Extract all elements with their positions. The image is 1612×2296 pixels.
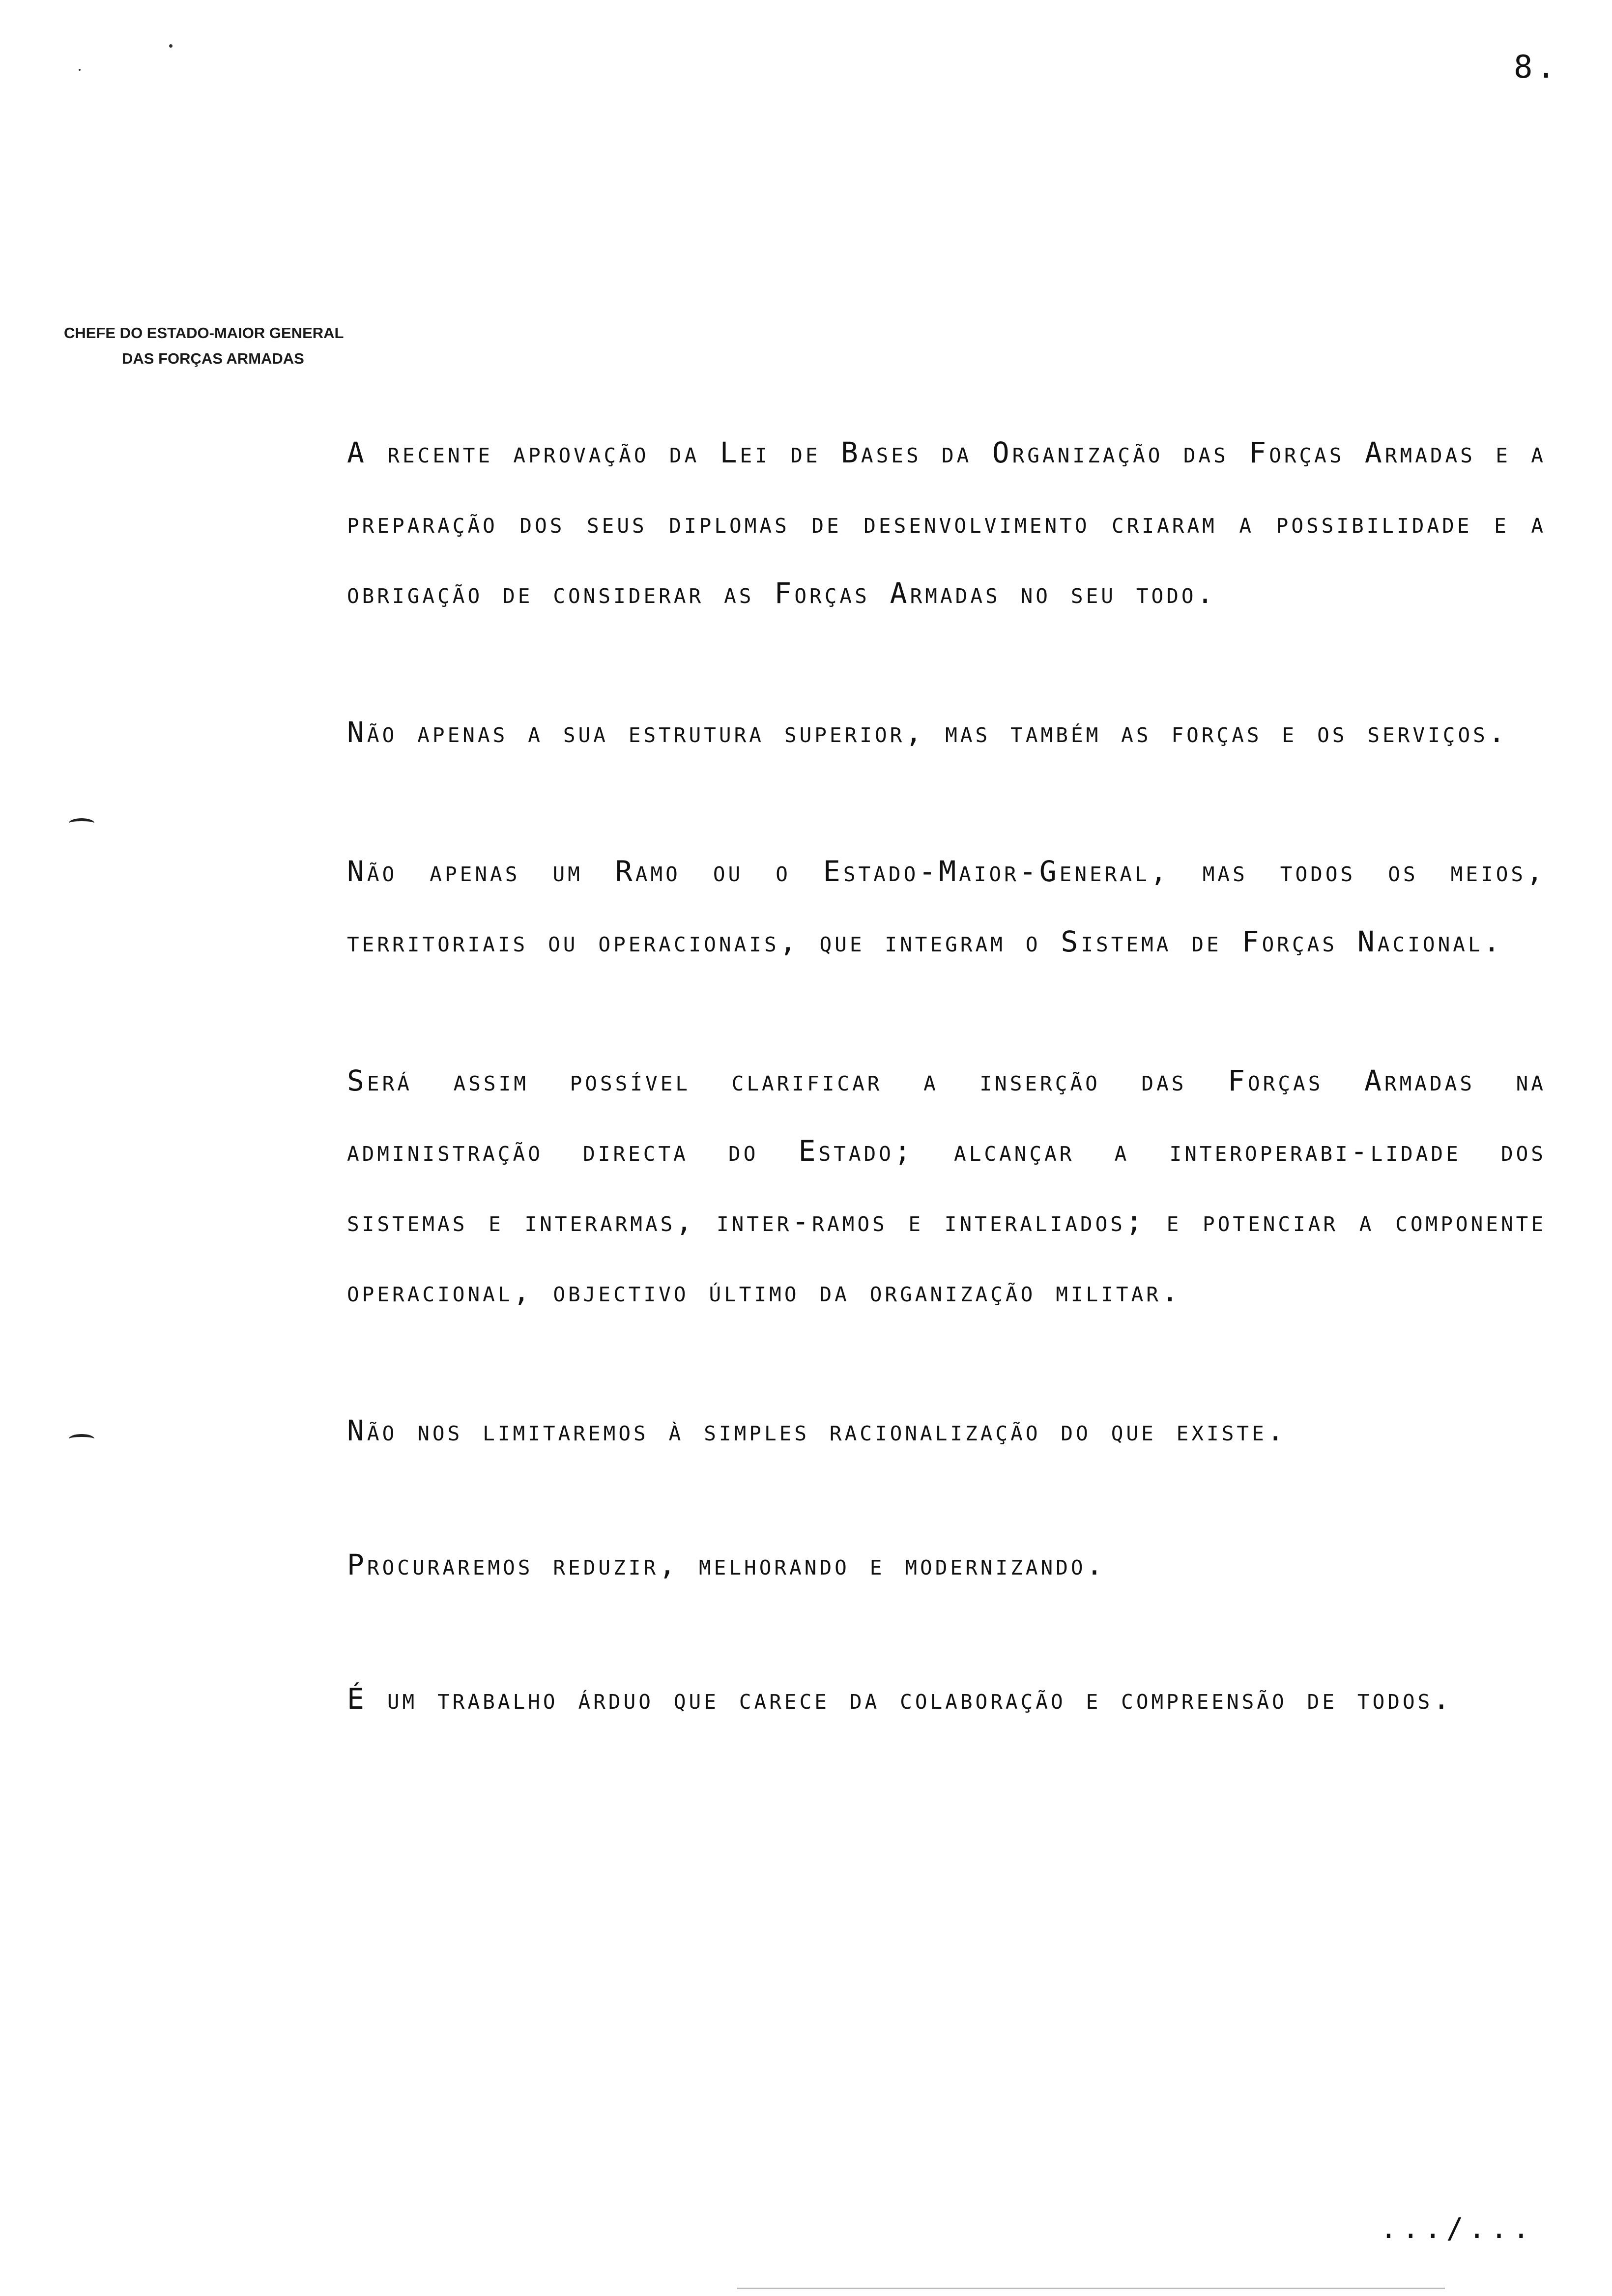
letterhead-line-1: CHEFE DO ESTADO-MAIOR GENERAL — [64, 324, 344, 342]
hole-punch-mark — [69, 818, 94, 828]
paragraph: A recente aprovação da Lei de Bases da Organização das Forças Armadas e a preparação dos seus diplomas de desenvolvimento criaram a possibilidade e a obrigação de considerar as Forças Armadas no seu todo. — [347, 436, 1546, 610]
scan-speck — [169, 44, 173, 48]
hole-punch-mark — [69, 1434, 94, 1444]
paragraph: Não apenas um Ramo ou o Estado-Maior-General, mas todos os meios, territoriais ou operacionais, que integram o Sistema de Forças Nacional. — [347, 855, 1546, 958]
paragraph: É um trabalho árduo que carece da colaboração e compreensão de todos. — [347, 1682, 1453, 1716]
paragraph: Será assim possível clarificar a inserção das Forças Armadas na administração directa do Estado; alcançar a interoperabi-lidade dos sistemas e interarmas, inter-ramos e interaliados; e potenciar a componente operacional, objectivo último da organização militar. — [347, 1064, 1546, 1308]
scan-edge-line — [737, 2288, 1445, 2289]
letterhead — [64, 320, 344, 372]
page-number: 8. — [1514, 49, 1560, 86]
paragraph: Não apenas a sua estrutura superior, mas também as forças e os serviços. — [347, 716, 1508, 749]
continuation-marker: .../... — [1380, 2211, 1535, 2245]
scan-speck — [79, 69, 81, 71]
letterhead-line-2: DAS FORÇAS ARMADAS — [122, 350, 304, 367]
paragraph: Não nos limitaremos à simples racionalização do que existe. — [347, 1414, 1287, 1447]
paragraph: Procuraremos reduzir, melhorando e modernizando. — [347, 1548, 1106, 1581]
letter-body — [347, 418, 1546, 1803]
